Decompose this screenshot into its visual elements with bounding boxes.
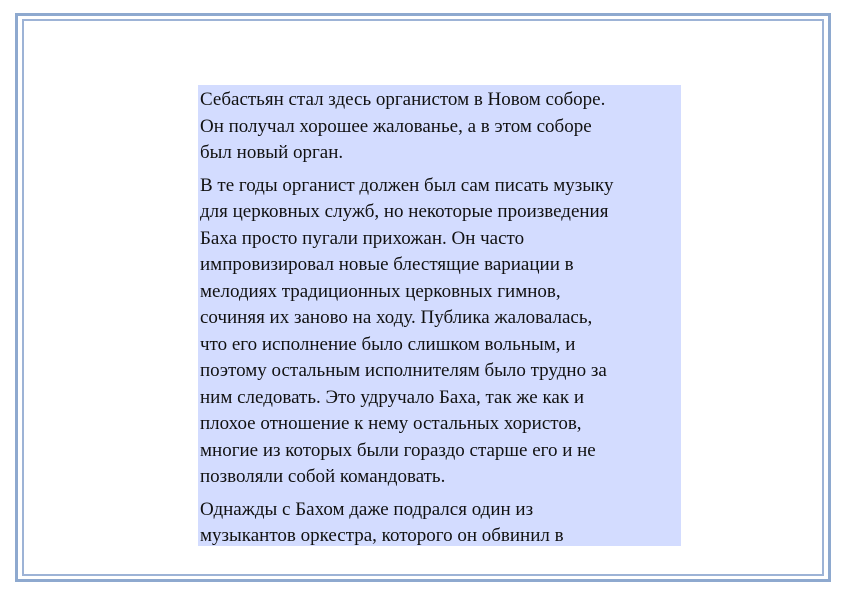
paragraph-1 <box>200 87 681 167</box>
text-line: мелодиях традиционных церковных гимнов, <box>200 280 561 302</box>
text-line: музыкантов оркестра, которого он обвинил в <box>200 525 564 546</box>
paragraph-2 <box>200 173 681 491</box>
text-line: Однажды с Бахом даже подрался один из <box>200 498 534 520</box>
text-line: был новый орган. <box>200 142 344 163</box>
text-line: многие из которых были гораздо старше его и не <box>200 439 596 461</box>
text-box <box>198 85 681 546</box>
paragraph-3 <box>200 497 681 547</box>
text-line: поэтому остальным исполнителям было трудно за <box>200 360 607 381</box>
text-line: сочиняя их заново на ходу. Публика жаловалась, <box>200 307 593 328</box>
text-line: Себастьян стал здесь органистом в Новом соборе. <box>200 89 606 110</box>
text-line: что его исполнение было слишком вольным, и <box>200 333 576 355</box>
text-line: позволяли собой командовать. <box>200 466 446 487</box>
text-line: импровизировал новые блестящие вариации в <box>200 254 574 275</box>
text-line: плохое отношение к нему остальных хористов, <box>200 413 582 434</box>
text-line: для церковных служб, но некоторые произведения <box>200 201 609 222</box>
text-line: Баха просто пугали прихожан. Он часто <box>200 227 525 249</box>
text-line: В те годы органист должен был сам писать музыку <box>200 174 614 196</box>
text-line: Он получал хорошее жалованье, а в этом соборе <box>200 115 592 137</box>
text-line: ним следовать. Это удручало Баха, так же как и <box>200 386 585 408</box>
